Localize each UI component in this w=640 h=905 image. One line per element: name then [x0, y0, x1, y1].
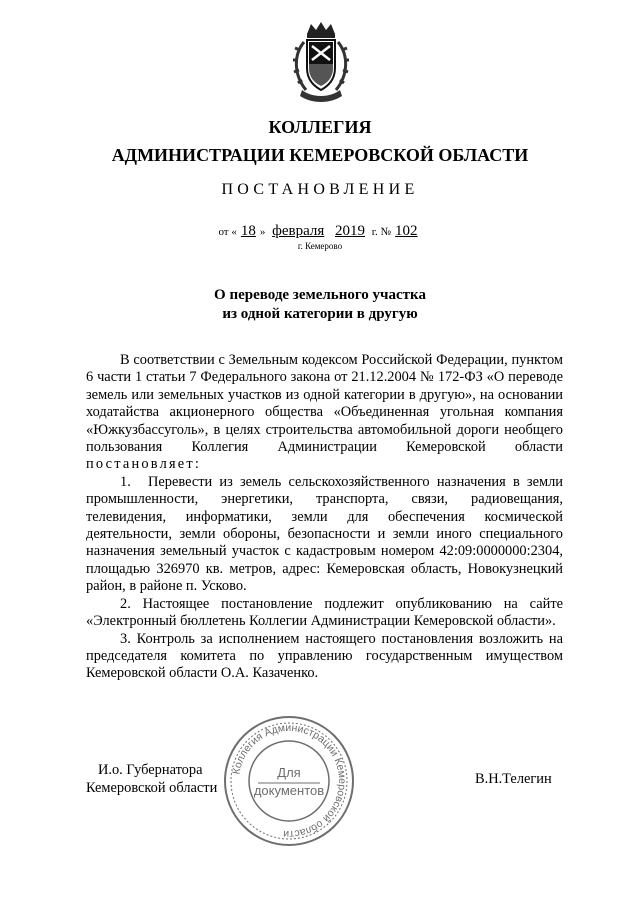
- item-2: 2. Настоящее постановление подлежит опубликованию на сайте «Электронный бюллетень Коллегии Администрации Кемеровской области».: [86, 595, 563, 630]
- date-month: февраля: [272, 223, 325, 239]
- stamp-seal: [222, 714, 356, 848]
- stamp-center-line2: документов: [253, 783, 325, 798]
- date-mid: »: [259, 226, 266, 238]
- stamp-ring-text: Коллегия Администрации Кемеровской области: [230, 721, 349, 841]
- intro-text: В соответствии с Земельным кодексом Российской Федерации, пунктом 6 части 1 статьи 7 Федерального закона от 21.12.2004 № 172-ФЗ «О переводе земель или земельных участков из одной категории в другую», на основании ходатайства акционерного общества «Объединенная угольная компания «Южкузбассуголь», в целях строительства автомобильной дороги необщего пользования Коллегия Администрации Кемеровской области: [86, 352, 563, 456]
- signatory-title-line2: Кемеровской области: [86, 780, 218, 796]
- item-3: 3. Контроль за исполнением настоящего постановления возложить на председателя комитета по управлению государственным имуществом Кемеровской области О.А. Казаченко.: [86, 630, 563, 682]
- stamp-center-line1: Для: [277, 765, 301, 780]
- document-number: 102: [395, 223, 418, 239]
- coat-of-arms-icon: [290, 20, 352, 106]
- date-year: 2019: [335, 223, 366, 239]
- organization-name-line2: АДМИНИСТРАЦИИ КЕМЕРОВСКОЙ ОБЛАСТИ: [111, 145, 529, 165]
- signatory-name: В.Н.Телегин: [475, 771, 552, 787]
- document-body: [86, 352, 563, 683]
- item-1-text: Перевести из земель сельскохозяйственного назначения в земли промышленности, энергетики, транспорта, связи, радиовещания, телевидения, информатики, земли для обеспечения космической деятельности, земли обороны, безопасности и земли иного специального назначения земельный участок с кадастровым номером 42:09:0000000:2304, площадью 326970 кв. метров, адрес: Кемеровская область, Новокузнецкий район, в районе п. Усково.: [86, 473, 563, 595]
- document-type: ПОСТАНОВЛЕНИЕ: [221, 181, 419, 198]
- item-1-number: 1.: [120, 473, 131, 490]
- signatory-title-line1: И.о. Губернатора: [98, 762, 203, 778]
- city: г. Кемерово: [297, 241, 343, 251]
- organization-name: КОЛЛЕГИЯ: [268, 117, 372, 137]
- decides-word: постановляет:: [86, 456, 202, 473]
- signatory-title: [86, 761, 217, 797]
- item-1: [86, 474, 563, 596]
- subject-title: О переводе земельного участка: [214, 287, 426, 303]
- date-prefix: от «: [218, 226, 237, 238]
- subject-title-line2: из одной категории в другую: [222, 306, 418, 322]
- intro-paragraph: [86, 352, 563, 474]
- date-day: 18: [240, 223, 256, 239]
- date-line: [0, 223, 640, 240]
- date-suffix: г. №: [371, 226, 392, 238]
